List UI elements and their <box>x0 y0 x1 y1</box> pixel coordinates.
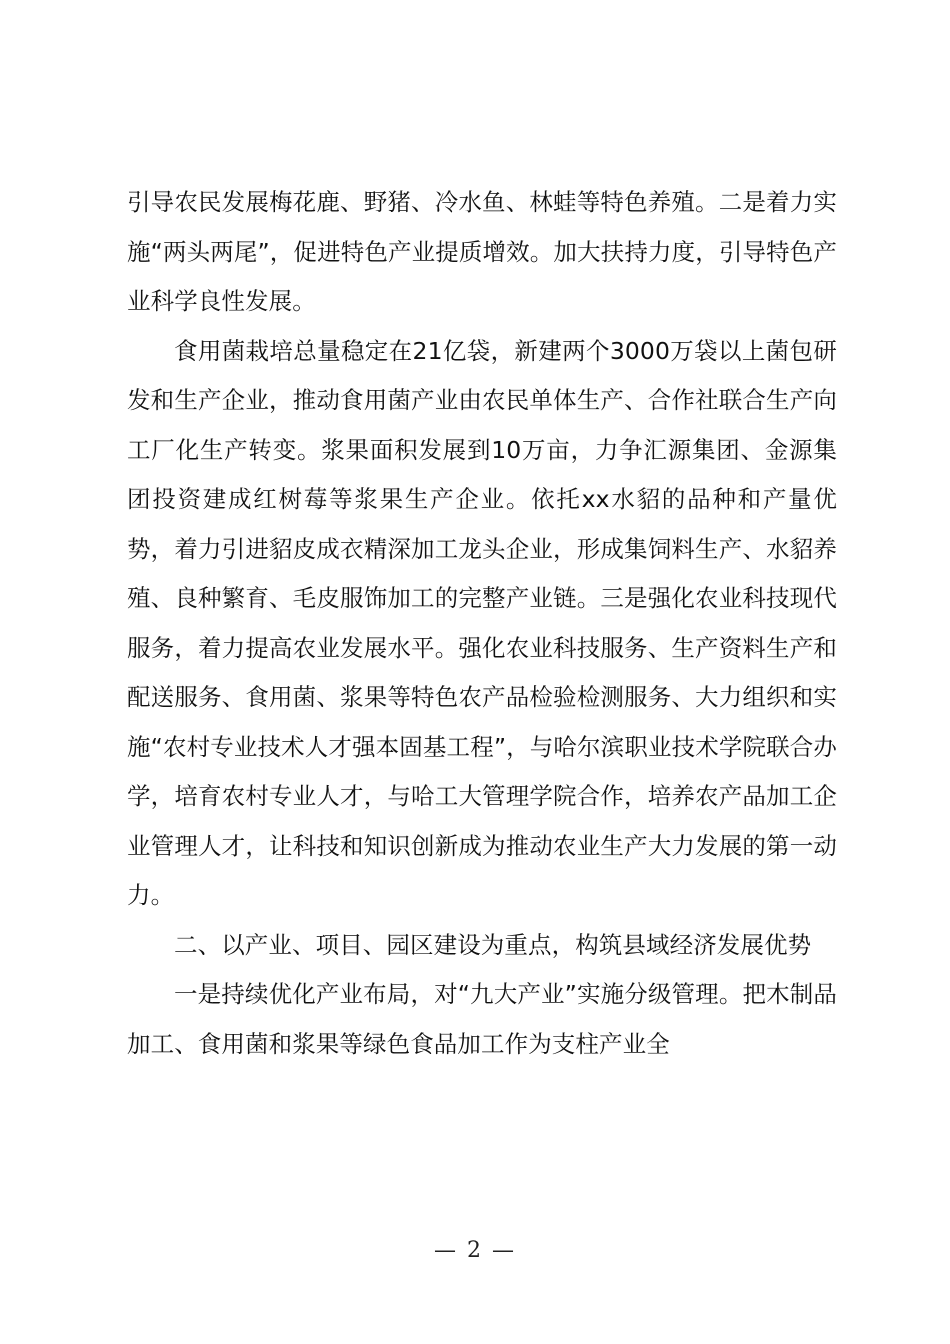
paragraph-2: 食用菌栽培总量稳定在21亿袋，新建两个3000万袋以上菌包研发和生产企业，推动食用菌产业由农民单体生产、合作社联合生产向工厂化生产转变。浆果面积发展到10万亩，力争汇源集团、金源集团投资建成红树莓等浆果生产企业。依托xx水貂的品种和产量优势，着力引进貂皮成衣精深加工龙头企业，形成集饲料生产、水貂养殖、良种繁育、毛皮服饰加工的完整产业链。三是强化农业科技现代服务，着力提高农业发展水平。强化农业科技服务、生产资料生产和配送服务、食用菌、浆果等特色农产品检验检测服务、大力组织和实施“农村专业技术人才强本固基工程”，与哈尔滨职业技术学院联合办学，培育农村专业人才，与哈工大管理学院合作，培养农产品加工企业管理人才，让科技和知识创新成为推动农业生产大力发展的第一动力。 <box>127 336 837 909</box>
section-heading: 二、以产业、项目、园区建设为重点，构筑县域经济发展优势 <box>174 930 812 959</box>
page-number: — 2 — <box>434 1238 516 1263</box>
document-body <box>127 178 837 1069</box>
paragraph-4: 一是持续优化产业布局，对“九大产业”实施分级管理。把木制品加工、食用菌和浆果等绿色食品加工作为支柱产业全 <box>127 980 837 1058</box>
paragraph-1: 引导农民发展梅花鹿、野猪、冷水鱼、林蛙等特色养殖。二是着力实施“两头两尾”，促进特色产业提质增效。加大扶持力度，引导特色产业科学良性发展。 <box>127 188 837 315</box>
